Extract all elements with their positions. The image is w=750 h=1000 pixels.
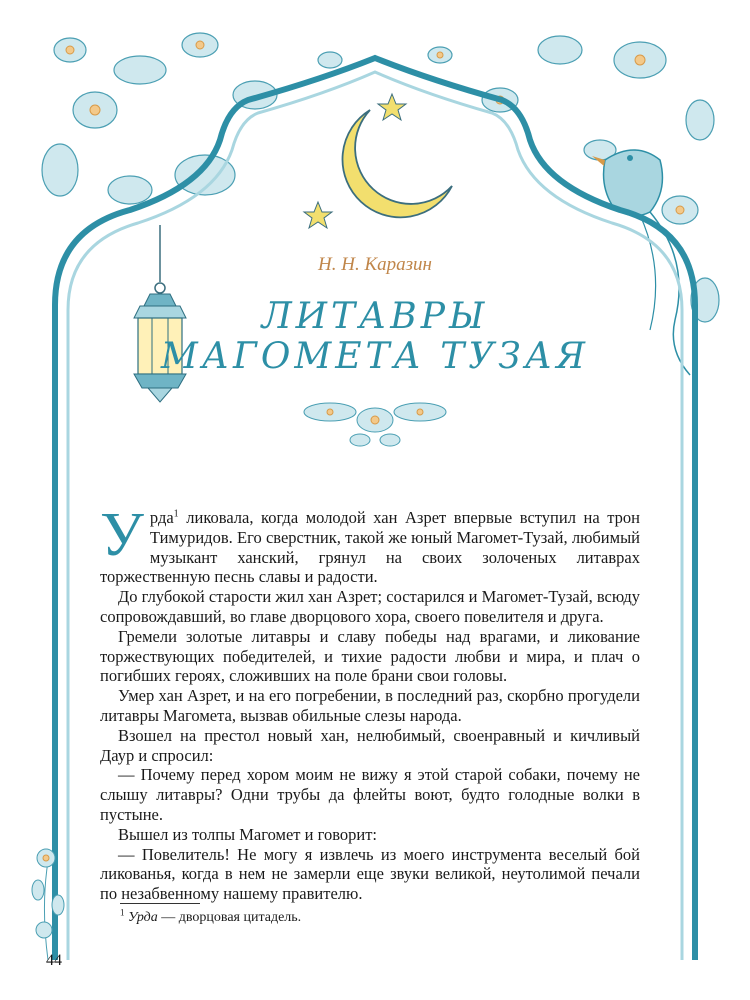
footnote-text: — дворцовая цитадель. (157, 910, 302, 925)
star-top-icon (378, 94, 406, 120)
paragraph: До глубокой старости жил хан Азрет; состарился и Магомет-Тузай, всюду сопровождавший, во главе дворцового хора, своего повелителя и друга. (100, 587, 640, 626)
paragraph: Взошел на престол новый хан, нелюбимый, своенравный и кичливый Даур и спросил: (100, 725, 640, 765)
footnote-divider (120, 903, 200, 904)
footnote-reference: 1 (173, 508, 179, 520)
footnote (120, 907, 302, 926)
paragraph: Умер хан Азрет, и на его погребении, в последний раз, скорбно прогудели литавры Магомета, вызвав обильные слезы народа. (100, 686, 640, 725)
crescent-moon (342, 110, 452, 217)
paragraph: — Повелитель! Не могу я извлечь из моего инструмента веселый бой ликованья, когда в нем не замерли еще звуки великой, неутолимой печали по незабвенному нашему правителю. (100, 844, 640, 904)
title-line-1: ЛИТАВРЫ (261, 296, 489, 337)
star-bottom-icon (304, 202, 332, 228)
paragraph: Гремели золотые литавры и славу победы над врагами, и ликование торжествующих победителей, и тихие радости любви и мира, и плач о погибших героях, сложивших на поле брани свои головы. (100, 626, 640, 686)
paragraph-first-text: ликовала, когда молодой хан Азрет впервые вступил на трон Тимуридов. Его сверстник, такой же юный Магомет-Тузай, любимый музыкант ханский, грянул на своих золоченых литаврах торжественную песнь славы и радости. (100, 508, 640, 587)
footnote-mark: 1 (120, 907, 125, 918)
floral-sprig-bottom-left (32, 849, 64, 960)
paragraph: — Почему перед хором моим не вижу я этой старой собаки, почему не слышу литавры? Одни трубы да флейты воют, будто голодные волки в пустыне. (100, 765, 640, 824)
story-text (100, 501, 640, 904)
footnote-term: Урда (128, 910, 158, 925)
title-line-2: МАГОМЕТА ТУЗАЯ (160, 336, 590, 377)
page-number: 44 (46, 952, 62, 969)
title-flourish (304, 403, 446, 446)
paragraph-first (100, 501, 640, 587)
paragraph: Вышел из толпы Магомет и говорит: (118, 824, 378, 844)
author-name: Н. Н. Каразин (318, 254, 432, 275)
paragraph-lead-word: рда (149, 508, 174, 527)
drop-cap: У (100, 501, 144, 569)
